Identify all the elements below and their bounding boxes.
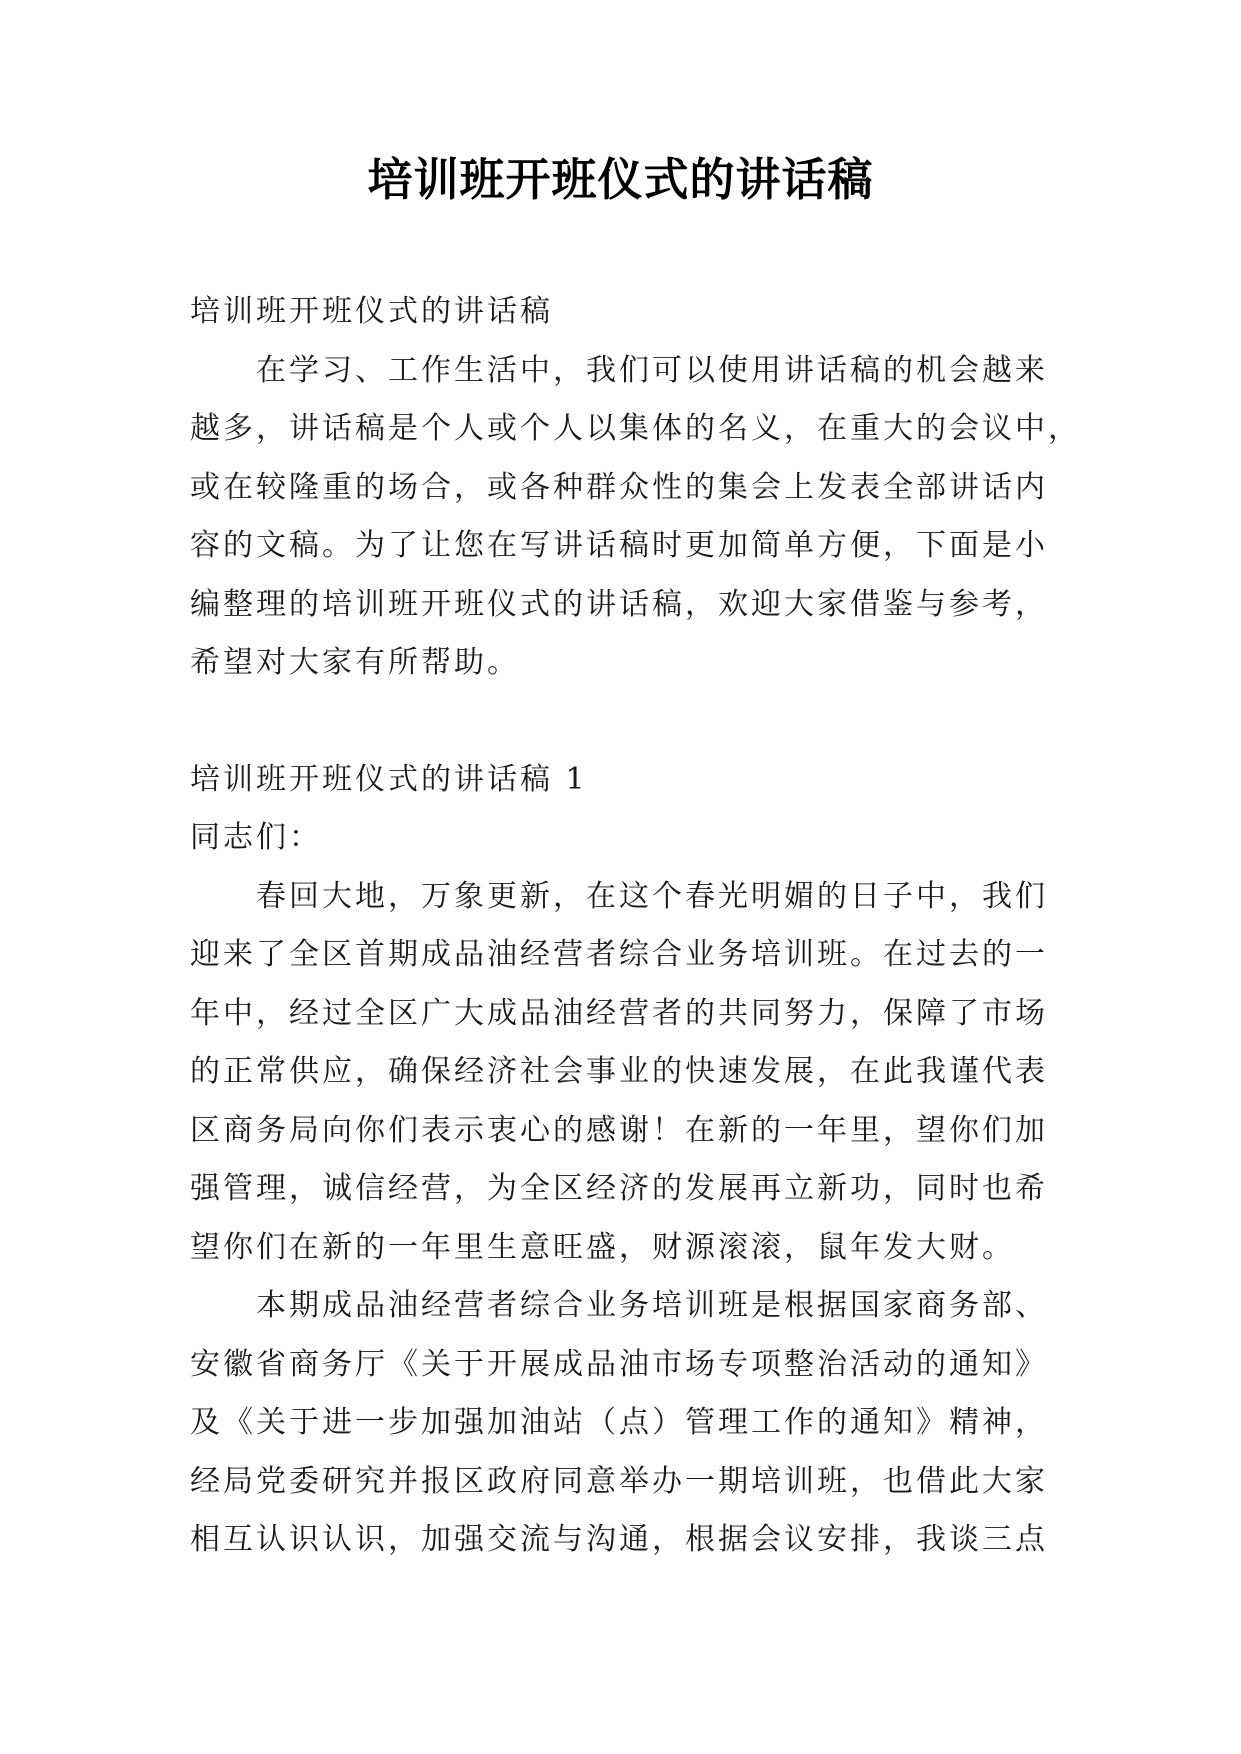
text-line: 本期成品油经营者综合业务培训班是根据国家商务部、 [256, 1288, 1048, 1323]
subtitle: 培训班开班仪式的讲话稿 [190, 294, 553, 329]
text-line: 在学习、工作生活中，我们可以使用讲话稿的机会越来 [256, 352, 1048, 388]
text-line: 区商务局向你们表示衷心的感谢！在新的一年里，望你们加 [190, 1112, 1048, 1148]
text-line: 容的文稿。为了让您在写讲话稿时更加简单方便，下面是小 [190, 528, 1048, 563]
text-line: 年中，经过全区广大成品油经营者的共同努力，保障了市场 [190, 995, 1048, 1031]
text-line: 强管理，诚信经营，为全区经济的发展再立新功，同时也希 [190, 1171, 1048, 1206]
document-title: 培训班开班仪式的讲话稿 [367, 153, 874, 206]
text-line: 的正常供应，确保经济社会事业的快速发展，在此我谨代表 [190, 1054, 1048, 1089]
paragraph-1 [190, 868, 1050, 1278]
text-line: 春回大地，万象更新，在这个春光明媚的日子中，我们 [256, 878, 1048, 914]
text-line: 及《关于进一步加强加油站（点）管理工作的通知》精神， [190, 1405, 1048, 1440]
text-line: 相互认识认识，加强交流与沟通，根据会议安排，我谈三点 [190, 1522, 1048, 1557]
intro-paragraph [190, 342, 1081, 693]
salutation: 同志们： [190, 820, 322, 855]
paragraph-spacer [190, 693, 1050, 751]
text-line: 望你们在新的一年里生意旺盛，财源滚滚，鼠年发大财。 [190, 1229, 1015, 1265]
text-line: 迎来了全区首期成品油经营者综合业务培训班。在过去的一 [190, 937, 1048, 972]
text-line: 安徽省商务厅《关于开展成品油市场专项整治活动的通知》 [190, 1346, 1048, 1382]
text-line: 或在较隆重的场合，或各种群众性的集会上发表全部讲话内 [190, 469, 1048, 505]
text-line: 经局党委研究并报区政府同意举办一期培训班，也借此大家 [190, 1463, 1048, 1499]
paragraph-2 [190, 1277, 1050, 1570]
section-heading: 培训班开班仪式的讲话稿 1 [190, 761, 588, 797]
text-line: 编整理的培训班开班仪式的讲话稿，欢迎大家借鉴与参考， [190, 586, 1048, 622]
document-body [190, 283, 1081, 1570]
text-line: 越多，讲话稿是个人或个人以集体的名义，在重大的会议中， [190, 411, 1081, 446]
text-line: 希望对大家有所帮助。 [190, 645, 520, 680]
